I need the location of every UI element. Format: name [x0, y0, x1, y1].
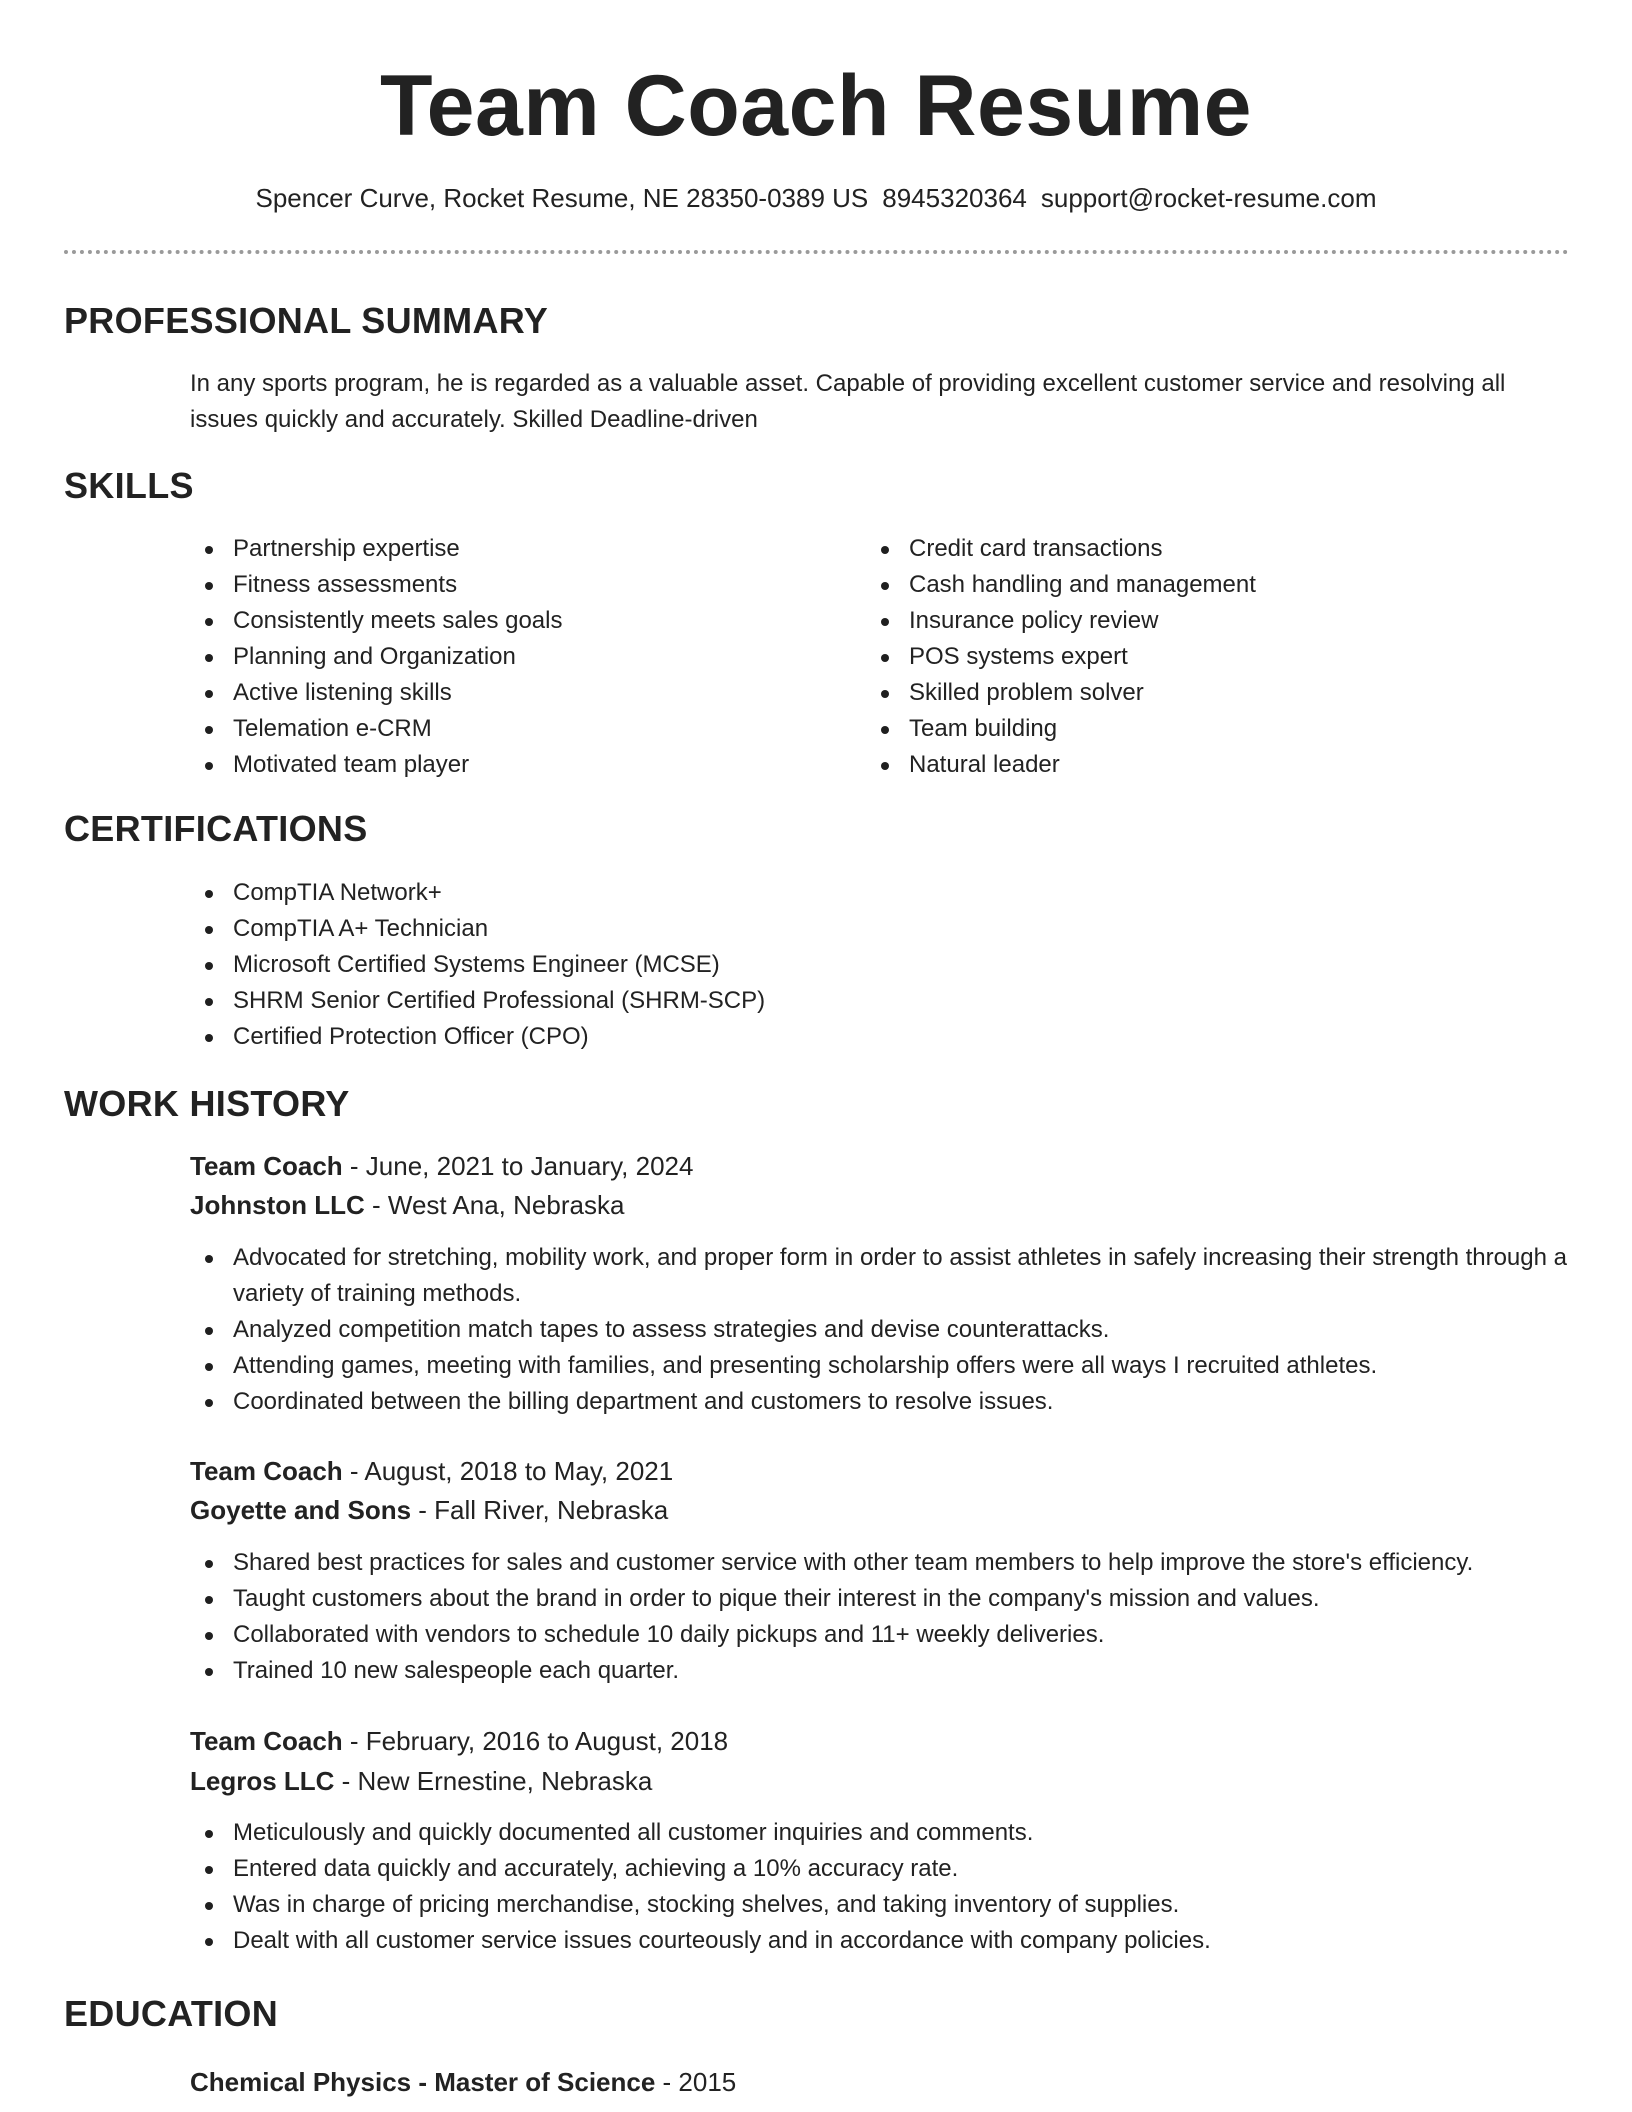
job-duty-item: Collaborated with vendors to schedule 10 daily pickups and 11+ weekly deliveries.	[190, 1617, 1590, 1653]
job-company-line	[190, 1185, 624, 1225]
job-title: Team Coach	[190, 1456, 343, 1486]
job-title-line	[190, 1146, 693, 1186]
job-dates: - February, 2016 to August, 2018	[342, 1726, 729, 1756]
skills-list-right	[866, 531, 1506, 783]
job-title: Team Coach	[190, 1151, 343, 1181]
certification-item: CompTIA Network+	[190, 875, 1190, 911]
job-duties-list	[190, 1815, 1570, 1959]
job-duty-item: Entered data quickly and accurately, achieving a 10% accuracy rate.	[190, 1851, 1570, 1887]
job-location: - New Ernestine, Nebraska	[334, 1766, 653, 1796]
job-title: Team Coach	[190, 1726, 343, 1756]
job-title-line	[190, 1451, 673, 1491]
job-title-line	[190, 1721, 728, 1761]
contact-phone: 8945320364	[882, 183, 1027, 213]
skill-item: Active listening skills	[190, 675, 830, 711]
education-year: - 2015	[655, 2067, 737, 2097]
skill-item: Team building	[866, 711, 1506, 747]
certification-item: Certified Protection Officer (CPO)	[190, 1019, 1190, 1055]
skills-list-left	[190, 531, 830, 783]
skill-item: Skilled problem solver	[866, 675, 1506, 711]
skills-heading: SKILLS	[64, 465, 194, 506]
job-location: - Fall River, Nebraska	[411, 1495, 669, 1525]
job-duties-list	[190, 1240, 1570, 1420]
skill-item: Partnership expertise	[190, 531, 830, 567]
job-duty-item: Trained 10 new salespeople each quarter.	[190, 1653, 1590, 1689]
job-company-line	[190, 1761, 652, 1801]
certification-item: SHRM Senior Certified Professional (SHRM-SCP)	[190, 983, 1190, 1019]
work-history-heading: WORK HISTORY	[64, 1083, 350, 1124]
skill-item: Motivated team player	[190, 747, 830, 783]
education-degree: Chemical Physics - Master of Science	[190, 2067, 656, 2097]
summary-heading: PROFESSIONAL SUMMARY	[64, 300, 549, 341]
job-duties-list	[190, 1545, 1590, 1689]
job-duty-item: Meticulously and quickly documented all customer inquiries and comments.	[190, 1815, 1570, 1851]
skill-item: Planning and Organization	[190, 639, 830, 675]
job-duty-item: Was in charge of pricing merchandise, stocking shelves, and taking inventory of supplies.	[190, 1887, 1570, 1923]
skill-item: Fitness assessments	[190, 567, 830, 603]
job-dates: - June, 2021 to January, 2024	[342, 1151, 694, 1181]
skill-item: Cash handling and management	[866, 567, 1506, 603]
job-duty-item: Advocated for stretching, mobility work, and proper form in order to assist athletes in safely increasing their strength through a variety of training methods.	[190, 1240, 1570, 1312]
skill-item: Telemation e-CRM	[190, 711, 830, 747]
job-company: Legros LLC	[190, 1766, 335, 1796]
job-duty-item: Attending games, meeting with families, and presenting scholarship offers were all ways I recruited athletes.	[190, 1348, 1570, 1384]
header-divider	[64, 250, 1569, 254]
skill-item: Credit card transactions	[866, 531, 1506, 567]
job-duty-item: Taught customers about the brand in order to pique their interest in the company's mission and values.	[190, 1581, 1590, 1617]
job-duty-item: Coordinated between the billing department and customers to resolve issues.	[190, 1384, 1570, 1420]
summary-text: In any sports program, he is regarded as a valuable asset. Capable of providing excellent customer service and resolving all issues quickly and accurately. Skilled Deadline-driven	[190, 370, 1506, 433]
skill-item: Insurance policy review	[866, 603, 1506, 639]
certifications-heading: CERTIFICATIONS	[64, 808, 368, 849]
job-dates: - August, 2018 to May, 2021	[342, 1456, 674, 1486]
skill-item: Natural leader	[866, 747, 1506, 783]
resume-title: Team Coach Resume	[380, 58, 1252, 154]
job-company: Johnston LLC	[190, 1190, 365, 1220]
certification-item: CompTIA A+ Technician	[190, 911, 1190, 947]
job-company-line	[190, 1490, 668, 1530]
job-duty-item: Analyzed competition match tapes to assess strategies and devise counterattacks.	[190, 1312, 1570, 1348]
job-duty-item: Dealt with all customer service issues courteously and in accordance with company policies.	[190, 1923, 1570, 1959]
job-duty-item: Shared best practices for sales and customer service with other team members to help improve the store's efficiency.	[190, 1545, 1590, 1581]
education-heading: EDUCATION	[64, 1993, 279, 2034]
certifications-list	[190, 875, 1190, 1055]
job-location: - West Ana, Nebraska	[364, 1190, 625, 1220]
contact-address: Spencer Curve, Rocket Resume, NE 28350-0389 US	[255, 183, 869, 213]
certification-item: Microsoft Certified Systems Engineer (MCSE)	[190, 947, 1190, 983]
skill-item: POS systems expert	[866, 639, 1506, 675]
contact-line	[0, 180, 1632, 216]
job-company: Goyette and Sons	[190, 1495, 412, 1525]
contact-email: support@rocket-resume.com	[1040, 183, 1377, 213]
education-line	[190, 2062, 736, 2102]
skill-item: Consistently meets sales goals	[190, 603, 830, 639]
